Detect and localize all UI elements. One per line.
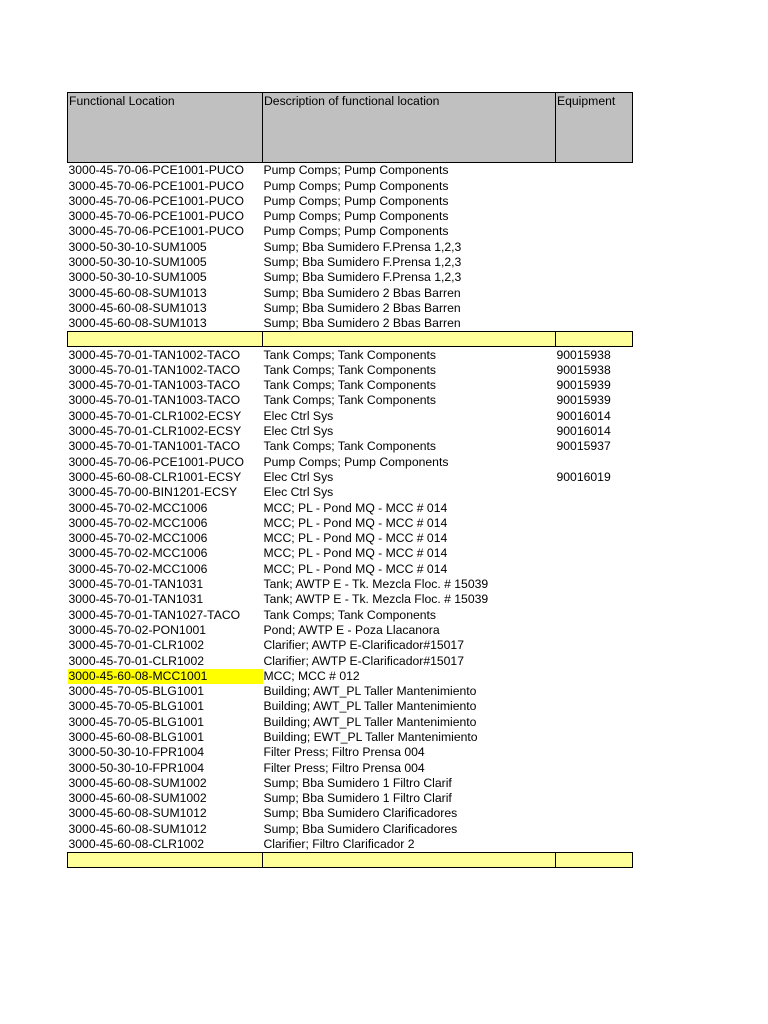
equipment-cell[interactable] — [556, 806, 633, 821]
equipment-cell[interactable] — [556, 760, 633, 775]
description-cell[interactable]: Elec Ctrl Sys — [263, 408, 334, 423]
description-cell[interactable]: Pump Comps; Pump Components — [263, 224, 449, 239]
equipment-cell[interactable] — [556, 194, 633, 209]
equipment-cell[interactable]: 90015938 — [556, 347, 611, 362]
functional-location-cell[interactable]: 3000-45-70-01-CLR1002 — [68, 653, 205, 668]
functional-location-cell[interactable]: 3000-45-60-08-SUM1012 — [68, 821, 207, 836]
description-cell[interactable]: MCC; PL - Pond MQ - MCC # 014 — [263, 561, 448, 576]
description-cell[interactable]: Clarifier; AWTP E-Clarificador#15017 — [263, 653, 464, 668]
table-row — [68, 301, 633, 316]
functional-location-cell[interactable]: 3000-45-70-02-MCC1006 — [68, 531, 208, 546]
table-row — [68, 577, 633, 592]
table-row — [68, 485, 633, 500]
equipment-cell[interactable]: 90015937 — [556, 439, 611, 454]
description-cell[interactable]: Pump Comps; Pump Components — [263, 209, 449, 224]
equipment-cell[interactable] — [556, 699, 633, 714]
equipment-cell[interactable] — [556, 745, 633, 760]
description-cell[interactable]: Tank Comps; Tank Components — [263, 607, 437, 622]
description-cell[interactable]: Sump; Bba Sumidero 2 Bbas Barren — [263, 285, 461, 300]
description-cell[interactable]: Pump Comps; Pump Components — [263, 178, 449, 193]
table-row — [68, 194, 633, 209]
equipment-cell[interactable] — [556, 531, 633, 546]
table-row — [68, 378, 633, 393]
table-row — [68, 363, 633, 378]
description-cell[interactable]: Building; AWT_PL Taller Mantenimiento — [263, 714, 477, 729]
table-row — [68, 516, 633, 531]
equipment-cell[interactable] — [556, 561, 633, 576]
equipment-cell[interactable] — [556, 285, 633, 300]
description-cell[interactable]: Sump; Bba Sumidero F.Prensa 1,2,3 — [263, 255, 462, 270]
functional-location-cell[interactable]: 3000-45-70-01-TAN1002-TACO — [68, 362, 241, 377]
description-cell[interactable]: Clarifier; AWTP E-Clarificador#15017 — [263, 638, 464, 653]
description-cell[interactable]: Elec Ctrl Sys — [263, 485, 334, 500]
equipment-cell[interactable] — [556, 485, 633, 500]
table-row — [68, 439, 633, 454]
description-cell[interactable]: Elec Ctrl Sys — [263, 424, 334, 439]
table-row — [68, 163, 633, 179]
equipment-cell[interactable] — [556, 224, 633, 239]
table-row — [68, 500, 633, 515]
equipment-cell[interactable]: 90015939 — [556, 393, 611, 408]
equipment-cell[interactable] — [556, 546, 633, 561]
description-cell[interactable]: Tank; AWTP E - Tk. Mezcla Floc. # 15039 — [263, 592, 489, 607]
functional-location-cell[interactable]: 3000-45-60-08-MCC1001 — [68, 669, 263, 684]
functional-location-cell[interactable]: 3000-45-70-00-BIN1201-ECSY — [68, 485, 238, 500]
description-cell[interactable]: Tank; AWTP E - Tk. Mezcla Floc. # 15039 — [263, 577, 489, 592]
description-cell[interactable]: Pump Comps; Pump Components — [263, 454, 449, 469]
equipment-cell[interactable] — [556, 791, 633, 806]
equipment-cell[interactable]: 90015938 — [556, 362, 611, 377]
functional-location-cell[interactable]: 3000-45-70-01-CLR1002-ECSY — [68, 408, 242, 423]
header-row — [68, 93, 633, 163]
functional-location-cell[interactable]: 3000-45-70-02-MCC1006 — [68, 500, 208, 515]
description-cell[interactable]: MCC; MCC # 012 — [263, 668, 360, 683]
description-cell[interactable]: Building; AWT_PL Taller Mantenimiento — [263, 684, 477, 699]
equipment-cell[interactable] — [556, 837, 633, 853]
functional-location-cell[interactable]: 3000-45-70-06-PCE1001-PUCO — [68, 224, 244, 239]
table-row — [68, 454, 633, 469]
functional-location-cell[interactable]: 3000-50-30-10-SUM1005 — [68, 239, 207, 254]
equipment-cell[interactable] — [556, 730, 633, 745]
functional-location-cell[interactable]: 3000-45-60-08-CLR1002 — [68, 837, 205, 852]
description-cell[interactable]: Tank Comps; Tank Components — [263, 362, 437, 377]
equipment-cell[interactable] — [556, 821, 633, 836]
table-row — [68, 546, 633, 561]
table-row — [68, 607, 633, 622]
description-cell[interactable]: Sump; Bba Sumidero 2 Bbas Barren — [263, 300, 461, 315]
table-row — [68, 285, 633, 300]
equipment-cell[interactable]: 90015939 — [556, 378, 611, 393]
empty-cell[interactable] — [68, 332, 263, 347]
functional-location-cell[interactable]: 3000-45-70-01-TAN1027-TACO — [68, 607, 241, 622]
equipment-cell[interactable] — [556, 209, 633, 224]
description-cell[interactable]: Sump; Bba Sumidero F.Prensa 1,2,3 — [263, 270, 462, 285]
table-row — [68, 699, 633, 714]
functional-location-cell[interactable]: 3000-45-70-05-BLG1001 — [68, 684, 205, 699]
empty-cell[interactable] — [263, 853, 556, 868]
description-cell[interactable]: Sump; Bba Sumidero Clarificadores — [263, 806, 458, 821]
functional-location-cell[interactable]: 3000-45-70-06-PCE1001-PUCO — [68, 178, 244, 193]
description-cell[interactable]: Sump; Bba Sumidero 1 Filtro Clarif — [263, 775, 452, 790]
table-row — [68, 239, 633, 254]
table-row — [68, 745, 633, 760]
table-row — [68, 470, 633, 485]
functional-location-cell[interactable]: 3000-45-70-01-TAN1001-TACO — [68, 439, 241, 454]
empty-cell[interactable] — [263, 332, 556, 347]
equipment-cell[interactable]: 90016019 — [556, 469, 611, 484]
functional-location-cell[interactable]: 3000-45-70-01-TAN1031 — [68, 592, 204, 607]
empty-cell[interactable] — [68, 853, 263, 868]
table-row — [68, 791, 633, 806]
functional-location-cell[interactable]: 3000-50-30-10-SUM1005 — [68, 255, 207, 270]
description-cell[interactable]: Sump; Bba Sumidero F.Prensa 1,2,3 — [263, 239, 462, 254]
table-row — [68, 178, 633, 193]
equipment-cell[interactable] — [556, 653, 633, 668]
equipment-cell[interactable] — [556, 163, 633, 179]
functional-location-cell[interactable]: 3000-50-30-10-FPR1004 — [68, 760, 205, 775]
table-row — [68, 561, 633, 576]
table-row — [68, 347, 633, 363]
table-row — [68, 776, 633, 791]
functional-location-cell[interactable]: 3000-45-70-05-BLG1001 — [68, 714, 205, 729]
description-cell[interactable]: Filter Press; Filtro Prensa 004 — [263, 745, 425, 760]
equipment-cell[interactable] — [556, 239, 633, 254]
header-functional-location[interactable]: Functional Location — [68, 93, 263, 163]
functional-location-cell[interactable]: 3000-45-70-06-PCE1001-PUCO — [68, 209, 244, 224]
description-cell[interactable]: Elec Ctrl Sys — [263, 469, 334, 484]
functional-location-cell[interactable]: 3000-45-70-01-CLR1002-ECSY — [68, 424, 242, 439]
table-row — [68, 669, 633, 684]
table-row — [68, 623, 633, 638]
equipment-cell[interactable] — [556, 592, 633, 607]
equipment-cell[interactable] — [556, 178, 633, 193]
description-cell[interactable]: Building; AWT_PL Taller Mantenimiento — [263, 699, 477, 714]
functional-location-cell[interactable]: 3000-45-60-08-SUM1013 — [68, 285, 207, 300]
description-cell[interactable]: Tank Comps; Tank Components — [263, 439, 437, 454]
functional-location-cell[interactable]: 3000-45-60-08-SUM1002 — [68, 791, 207, 806]
description-cell[interactable]: Tank Comps; Tank Components — [263, 347, 437, 362]
functional-location-cell[interactable]: 3000-45-70-05-BLG1001 — [68, 699, 205, 714]
header-equipment[interactable]: Equipment — [556, 93, 633, 163]
description-cell[interactable]: Pond; AWTP E - Poza Llacanora — [263, 622, 440, 637]
description-cell[interactable]: Sump; Bba Sumidero Clarificadores — [263, 821, 458, 836]
functional-location-cell[interactable]: 3000-45-60-08-SUM1002 — [68, 775, 207, 790]
empty-cell[interactable] — [556, 853, 633, 868]
functional-location-cell[interactable]: 3000-45-70-02-MCC1006 — [68, 561, 208, 576]
functional-location-cell[interactable]: 3000-45-70-02-PON1001 — [68, 622, 207, 637]
functional-location-cell[interactable]: 3000-45-70-01-TAN1031 — [68, 577, 204, 592]
functional-location-cell[interactable]: 3000-45-60-08-SUM1013 — [68, 316, 207, 331]
equipment-cell[interactable] — [556, 270, 633, 285]
table-row — [68, 531, 633, 546]
table-row — [68, 209, 633, 224]
description-cell[interactable]: Clarifier; Filtro Clarificador 2 — [263, 837, 415, 852]
equipment-cell[interactable] — [556, 316, 633, 332]
table-row — [68, 806, 633, 821]
separator-row — [68, 332, 633, 347]
functional-location-cell[interactable]: 3000-45-70-01-TAN1003-TACO — [68, 378, 241, 393]
table-row — [68, 316, 633, 332]
table-row — [68, 837, 633, 853]
functional-location-cell[interactable]: 3000-45-70-01-TAN1003-TACO — [68, 393, 241, 408]
table-row — [68, 760, 633, 775]
table-row — [68, 270, 633, 285]
description-cell[interactable]: Building; EWT_PL Taller Mantenimiento — [263, 729, 478, 744]
functional-location-cell[interactable]: 3000-45-70-01-TAN1002-TACO — [68, 347, 241, 362]
equipment-cell[interactable] — [556, 607, 633, 622]
description-cell[interactable]: MCC; PL - Pond MQ - MCC # 014 — [263, 546, 448, 561]
functional-location-cell[interactable]: 3000-50-30-10-FPR1004 — [68, 745, 205, 760]
functional-location-cell[interactable]: 3000-45-70-06-PCE1001-PUCO — [68, 163, 244, 178]
equipment-cell[interactable] — [556, 684, 633, 699]
description-cell[interactable]: Filter Press; Filtro Prensa 004 — [263, 760, 425, 775]
functional-location-cell[interactable]: 3000-45-60-08-BLG1001 — [68, 729, 205, 744]
functional-location-cell[interactable]: 3000-45-60-08-SUM1013 — [68, 300, 207, 315]
description-cell[interactable]: Pump Comps; Pump Components — [263, 193, 449, 208]
table-row — [68, 224, 633, 239]
equipment-cell[interactable] — [556, 577, 633, 592]
equipment-cell[interactable] — [556, 776, 633, 791]
separator-row — [68, 853, 633, 868]
table-row — [68, 255, 633, 270]
description-cell[interactable]: MCC; PL - Pond MQ - MCC # 014 — [263, 500, 448, 515]
functional-location-cell[interactable]: 3000-45-70-02-MCC1006 — [68, 515, 208, 530]
table-row — [68, 424, 633, 439]
empty-cell[interactable] — [556, 332, 633, 347]
equipment-cell[interactable] — [556, 301, 633, 316]
description-cell[interactable]: Tank Comps; Tank Components — [263, 393, 437, 408]
table-row — [68, 714, 633, 729]
table-row — [68, 684, 633, 699]
equipment-cell[interactable]: 90016014 — [556, 424, 611, 439]
description-cell[interactable]: Pump Comps; Pump Components — [263, 163, 449, 178]
equipment-cell[interactable] — [556, 516, 633, 531]
functional-location-cell[interactable]: 3000-50-30-10-SUM1005 — [68, 270, 207, 285]
description-cell[interactable]: MCC; PL - Pond MQ - MCC # 014 — [263, 515, 448, 530]
table-row — [68, 408, 633, 423]
functional-location-cell[interactable]: 3000-45-70-02-MCC1006 — [68, 546, 208, 561]
description-cell[interactable]: Tank Comps; Tank Components — [263, 378, 437, 393]
functional-location-table — [67, 92, 633, 868]
functional-location-cell[interactable]: 3000-45-70-06-PCE1001-PUCO — [68, 454, 244, 469]
equipment-cell[interactable] — [556, 255, 633, 270]
table-body — [68, 163, 633, 868]
equipment-cell[interactable] — [556, 638, 633, 653]
equipment-cell[interactable]: 90016014 — [556, 408, 611, 423]
table-row — [68, 730, 633, 745]
table-row — [68, 592, 633, 607]
table-row — [68, 393, 633, 408]
header-description[interactable]: Description of functional location — [263, 93, 556, 163]
description-cell[interactable]: MCC; PL - Pond MQ - MCC # 014 — [263, 531, 448, 546]
description-cell[interactable]: Sump; Bba Sumidero 1 Filtro Clarif — [263, 791, 452, 806]
table-row — [68, 638, 633, 653]
functional-location-cell[interactable]: 3000-45-70-01-CLR1002 — [68, 638, 205, 653]
equipment-cell[interactable] — [556, 669, 633, 684]
equipment-cell[interactable] — [556, 714, 633, 729]
equipment-cell[interactable] — [556, 500, 633, 515]
functional-location-cell[interactable]: 3000-45-70-06-PCE1001-PUCO — [68, 193, 244, 208]
functional-location-cell[interactable]: 3000-45-60-08-SUM1012 — [68, 806, 207, 821]
table-row — [68, 653, 633, 668]
functional-location-cell[interactable]: 3000-45-60-08-CLR1001-ECSY — [68, 469, 242, 484]
equipment-cell[interactable] — [556, 623, 633, 638]
equipment-cell[interactable] — [556, 454, 633, 469]
description-cell[interactable]: Sump; Bba Sumidero 2 Bbas Barren — [263, 316, 461, 331]
table-row — [68, 821, 633, 836]
